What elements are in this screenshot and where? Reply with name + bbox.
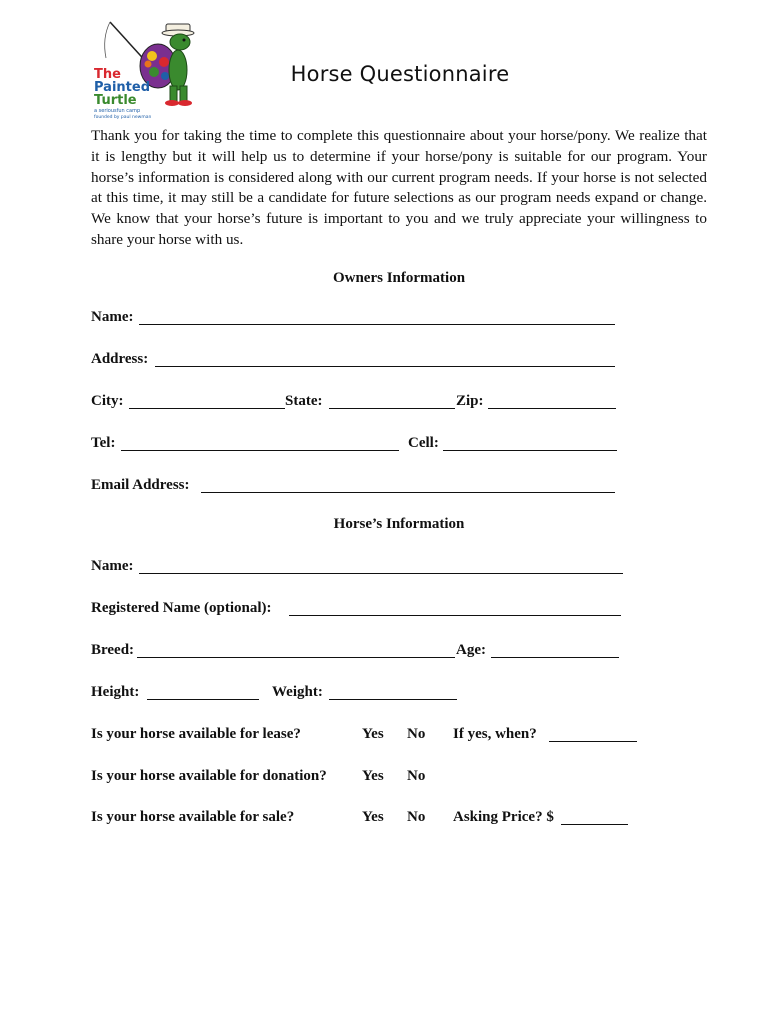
- donation-question: Is your horse available for donation?: [91, 768, 327, 784]
- page-title: Horse Questionnaire: [290, 62, 510, 86]
- owner-address-label: Address:: [91, 351, 149, 367]
- zip-label: Zip:: [456, 393, 484, 409]
- lease-when-field[interactable]: [549, 741, 637, 742]
- intro-paragraph: Thank you for taking the time to complete this questionnaire about your horse/pony. We realize that it is lengthy but it will help us to determine if your horse/pony is suitable for our program. Your horse’s information is considered along with our current program needs. If your horse is not selected at this time, it may still be a candidate for future selections as our program needs expand or change. We know that your horse’s future is important to you and we truly appreciate your willingness to share your horse with us.: [91, 127, 707, 248]
- asking-price-field[interactable]: [561, 824, 628, 825]
- lease-question: Is your horse available for lease?: [91, 726, 301, 742]
- height-label: Height:: [91, 684, 140, 700]
- age-field[interactable]: [491, 657, 619, 658]
- owner-address-row: [91, 349, 621, 369]
- city-field[interactable]: [129, 408, 285, 409]
- email-row: [91, 475, 621, 495]
- sale-row: [91, 807, 651, 827]
- owner-name-field[interactable]: [139, 324, 615, 325]
- registered-name-row: [91, 598, 626, 618]
- zip-field[interactable]: [488, 408, 616, 409]
- owner-address-field[interactable]: [155, 366, 615, 367]
- owner-name-row: [91, 307, 621, 327]
- svg-text:a seriousfun camp: a seriousfun camp: [94, 108, 141, 114]
- horse-name-label: Name:: [91, 558, 134, 574]
- lease-row: [91, 724, 651, 744]
- lease-no-option[interactable]: No: [407, 726, 426, 742]
- city-label: City:: [91, 393, 124, 409]
- sale-question: Is your horse available for sale?: [91, 809, 295, 825]
- asking-price-label: Asking Price? $: [453, 809, 554, 825]
- tel-label: Tel:: [91, 435, 116, 451]
- owner-name-label: Name:: [91, 309, 134, 325]
- registered-name-label: Registered Name (optional):: [91, 600, 272, 616]
- breed-field[interactable]: [137, 657, 455, 658]
- tel-field[interactable]: [121, 450, 399, 451]
- svg-text:Turtle: Turtle: [94, 93, 137, 108]
- horse-heading: Horse’s Information: [333, 516, 465, 532]
- horse-name-row: [91, 556, 626, 576]
- weight-label: Weight:: [272, 684, 323, 700]
- email-field[interactable]: [201, 492, 615, 493]
- lease-when-label: If yes, when?: [453, 726, 537, 742]
- registered-name-field[interactable]: [289, 615, 621, 616]
- email-label: Email Address:: [91, 477, 190, 493]
- height-field[interactable]: [147, 699, 259, 700]
- lease-yes-option[interactable]: Yes: [362, 726, 384, 742]
- svg-text:Painted: Painted: [94, 80, 150, 95]
- sale-no-option[interactable]: No: [407, 809, 426, 825]
- donation-yes-option[interactable]: Yes: [362, 768, 384, 784]
- age-label: Age:: [456, 642, 486, 658]
- horse-name-field[interactable]: [139, 573, 623, 574]
- svg-text:founded by paul newman: founded by paul newman: [94, 115, 152, 120]
- height-weight-row: [91, 682, 626, 702]
- weight-field[interactable]: [329, 699, 457, 700]
- turtle-mascot-icon: [92, 18, 202, 122]
- owners-heading: Owners Information: [332, 270, 466, 286]
- cell-field[interactable]: [443, 450, 617, 451]
- breed-label: Breed:: [91, 642, 135, 658]
- tel-cell-row: [91, 433, 621, 453]
- donation-row: [91, 766, 651, 786]
- cell-label: Cell:: [408, 435, 439, 451]
- sale-yes-option[interactable]: Yes: [362, 809, 384, 825]
- city-state-zip-row: [91, 391, 621, 411]
- state-field[interactable]: [329, 408, 455, 409]
- breed-age-row: [91, 640, 626, 660]
- donation-no-option[interactable]: No: [407, 768, 426, 784]
- state-label: State:: [285, 393, 323, 409]
- svg-text:The: The: [94, 67, 121, 82]
- painted-turtle-logo: [92, 18, 202, 122]
